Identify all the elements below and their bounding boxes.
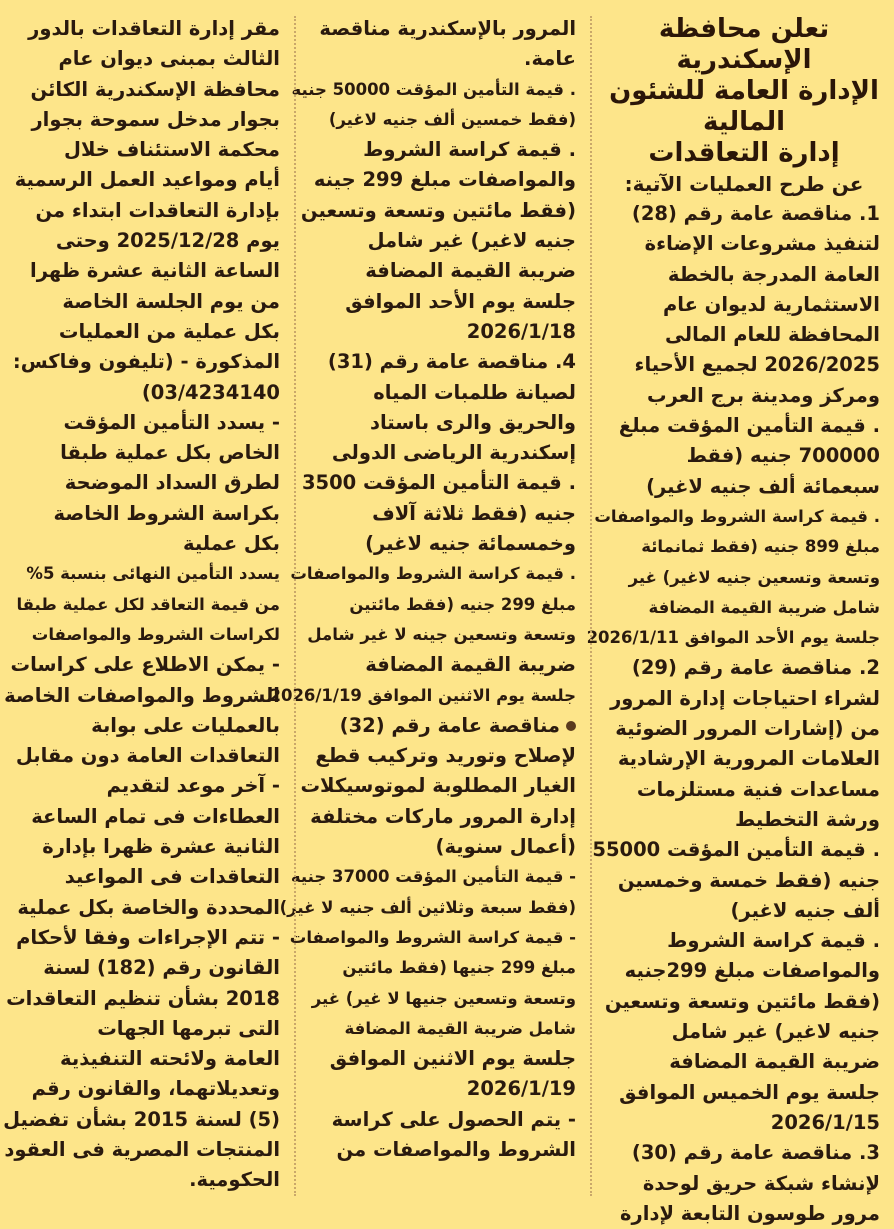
text-line: المحددة والخاصة بكل عملية (17, 895, 280, 919)
text-line: العلامات المرورية الإرشادية (617, 747, 880, 771)
text-line: - يسدد التأمين المؤقت (63, 410, 280, 434)
text-line: بكراسة الشروط الخاصة (53, 501, 280, 525)
text-line: ألف جنيه لاغير) (730, 898, 880, 922)
text-line: جلسة يوم الخميس الموافق (619, 1080, 880, 1104)
text-line: . قيمة كراسة الشروط (363, 138, 576, 162)
text-line: 4. مناقصة عامة رقم (31) (327, 350, 576, 374)
text-line: . قيمة كراسة الشروط (667, 929, 880, 953)
text-line: وخمسمائة جنيه لاغير) (365, 532, 576, 556)
text-line: 700000 جنيه (فقط (686, 444, 880, 468)
text-line: من (إشارات المرور الضوئية (615, 717, 880, 741)
text-line: لطرق السداد الموضحة (64, 471, 280, 495)
text-line: جنيه لاغير) غير شامل (671, 1020, 880, 1044)
text-line: إسكندرية الرياضى الدولى (331, 441, 576, 465)
text-line: إدارة المرور ماركات مختلفة (310, 804, 576, 828)
text-line: مساعدات فنية مستلزمات (636, 777, 880, 801)
text-line: جلسة يوم الأحد الموافق 2026/1/11 (586, 628, 880, 648)
text-line: سبعمائة ألف جنيه لاغير) (646, 474, 880, 498)
text-line: . قيمة كراسة الشروط والمواصفات (290, 564, 576, 584)
column-divider (294, 16, 296, 1196)
text-line: 2026/1/15 (770, 1110, 880, 1134)
text-line: المنتجات المصرية فى العقود (4, 1137, 280, 1161)
text-line: . قيمة كراسة الشروط والمواصفات (594, 506, 880, 526)
text-line: لصيانة طلمبات المياه (373, 380, 576, 404)
text-line: يسدد التأمين النهائى بنسبة 5% (26, 564, 280, 584)
text-line: ورشة التخطيط (735, 807, 880, 831)
text-line: التعاقدات فى المواعيد (64, 865, 280, 889)
text-line: 2026/1/18 (466, 319, 576, 343)
text-line: (5) لسنة 2015 بشأن تفضيل (3, 1107, 280, 1131)
text-line: لتنفيذ مشروعات الإضاءة (644, 232, 880, 256)
column-divider (590, 16, 592, 1196)
announcement-title-line-1: تعلن محافظة الإسكندرية (658, 14, 830, 75)
text-line: التعاقدات العامة دون مقابل (15, 744, 280, 768)
column-middle (269, 0, 590, 1227)
text-line: 2026/2025 لجميع الأحياء (634, 353, 880, 377)
text-line: مقر إدارة التعاقدات بالدور (28, 17, 280, 40)
text-line: لكراسات الشروط والمواصفات (31, 624, 280, 644)
text-line: الخاص بكل عملية طبقا (60, 441, 280, 465)
text-line: . قيمة التأمين المؤقت 55000 (592, 838, 880, 862)
text-line: ضريبة القيمة المضافة (365, 653, 576, 677)
text-line: محكمة الاستئناف خلال (64, 138, 280, 162)
text-line: 3. مناقصة عامة رقم (30) (631, 1141, 880, 1165)
text-line: عامة. (524, 47, 576, 71)
text-line: - قيمة التأمين المؤقت 37000 جنيه (290, 867, 576, 887)
text-line: الثانية عشرة ظهرا بإدارة (42, 835, 280, 859)
text-line: العطاءات فى تمام الساعة (31, 804, 280, 828)
text-line: شامل ضريبة القيمة المضافة (344, 1018, 576, 1038)
column-right-text (586, 199, 880, 1229)
text-line: الغيار المطلوبة لموتوسيكلات (300, 774, 576, 798)
text-line: بإدارة التعاقدات ابتداء من (35, 198, 280, 222)
text-line (310, 711, 576, 741)
text-line: مبلغ 899 جنيه (فقط ثمانمائة (641, 537, 880, 557)
text-line: الشروط والمواصفات من (336, 1137, 576, 1161)
text-line: المرور بالإسكندرية مناقصة (319, 17, 576, 40)
text-line: من يوم الجلسة الخاصة (62, 289, 280, 313)
text-line: جلسة يوم الأحد الموافق (345, 289, 576, 313)
text-line: 1. مناقصة عامة رقم (28) (631, 202, 880, 225)
text-line: جنيه (فقط ثلاثة آلاف (372, 501, 576, 525)
text-line: مبلغ 299 جنيها (فقط مائتين (342, 958, 576, 978)
text-line: محافظة الإسكندرية الكائن (30, 77, 280, 101)
column-middle-text (269, 14, 576, 1165)
text-line: بالعمليات على بوابة (91, 713, 280, 737)
text-line: الحكومية. (189, 1168, 280, 1192)
text-line: (فقط مائتين وتسعة وتسعين (604, 989, 880, 1013)
text-line: التى تبرمها الجهات (97, 1016, 280, 1040)
text-line: وتسعة وتسعين جنيه لاغير) غير (628, 567, 880, 587)
text-line: جنيه (فقط خمسة وخمسين (617, 868, 880, 892)
text-line: . قيمة التأمين المؤقت 50000 جنيه (291, 79, 576, 99)
text-line: بكل عملية من العمليات (58, 319, 280, 343)
text-line: جلسة يوم الاثنين الموافق (329, 1047, 576, 1071)
text-line: لإنشاء شبكة حريق لوحدة (642, 1171, 880, 1195)
text-line-content: مناقصة عامة رقم (32) (339, 713, 560, 737)
announcement-title-line-3: إدارة التعاقدات (648, 138, 840, 168)
column-left-text (3, 14, 280, 1196)
text-line: ومركز ومدينة برج العرب (647, 383, 880, 407)
text-line: الشروط والمواصفات الخاصة (4, 683, 280, 707)
column-right (586, 0, 894, 1227)
text-line: مبلغ 299 جنيه (فقط مائتين (349, 594, 576, 614)
text-line: (فقط خمسين ألف جنيه لاغير) (328, 109, 576, 129)
text-line: - آخر موعد لتقديم (106, 774, 280, 798)
text-line: والحريق والرى باستاد (369, 410, 576, 434)
text-line: . قيمة التأمين المؤقت 3500 (301, 471, 576, 495)
text-line: لإصلاح وتوريد وتركيب قطع (315, 744, 576, 768)
text-line: (أعمال سنوية) (435, 835, 576, 859)
text-line: والمواصفات مبلغ 299جنيه (624, 959, 880, 983)
text-line: يوم 2025/12/28 وحتى (55, 229, 280, 253)
text-line: (فقط مائتين وتسعة وتسعين (300, 198, 576, 222)
text-line: العامة ولائحته التنفيذية (60, 1047, 280, 1071)
text-line: وتسعة وتسعين جينه لا غير شامل (307, 624, 576, 644)
text-line: الثالث بمبنى ديوان عام (58, 47, 280, 71)
text-line: وتعديلاتهما، والقانون رقم (31, 1077, 280, 1101)
text-line: (فقط سبعة وثلاثين ألف جنيه لا غير) (279, 897, 576, 917)
text-line: أيام ومواعيد العمل الرسمية (14, 168, 280, 192)
text-line: 2018 بشأن تنظيم التعاقدات (6, 986, 280, 1010)
text-line: بكل عملية (183, 532, 280, 556)
text-line: 2026/1/19 (466, 1077, 576, 1101)
text-line: القانون رقم (182) لسنة (43, 956, 280, 980)
text-line: لشراء احتياجات إدارة المرور (610, 686, 880, 710)
text-line: 03/4234140) (141, 380, 280, 404)
text-line: جلسة يوم الاثنين الموافق 2026/1/19 (269, 685, 576, 705)
text-line: شامل ضريبة القيمة المضافة (648, 597, 880, 617)
text-line: 2. مناقصة عامة رقم (29) (631, 656, 880, 680)
text-line: وتسعة وتسعين جنيها لا غير) غير (311, 988, 576, 1008)
announcement-title-line-2: الإدارة العامة للشئون المالية (609, 76, 879, 137)
announcement-intro: عن طرح العمليات الآتية: (624, 172, 864, 196)
bullet-icon (566, 721, 576, 731)
tender-announcement-page (4, 0, 894, 1227)
text-line: بجوار مدخل سموحة بجوار (31, 107, 280, 131)
text-line: والمواصفات مبلغ 299 جينه (313, 168, 576, 192)
text-line: المحافظة للعام المالى (665, 323, 880, 347)
text-line: مرور طوسون التابعة لإدارة (620, 1201, 880, 1225)
text-line: - يمكن الاطلاع على كراسات (10, 653, 280, 677)
text-line: العامة المدرجة بالخطة (667, 262, 880, 286)
text-line: ضريبة القيمة المضافة (669, 1050, 880, 1074)
text-line: . قيمة التأمين المؤقت مبلغ (618, 414, 880, 438)
text-line: جنيه لاغير) غير شامل (367, 229, 576, 253)
text-line: - يتم الحصول على كراسة (331, 1107, 576, 1131)
text-line: - قيمة كراسة الشروط والمواصفات (289, 927, 576, 947)
text-line: من قيمة التعاقد لكل عملية طبقا (16, 594, 280, 614)
column-left (0, 0, 294, 1227)
text-line: ضريبة القيمة المضافة (365, 259, 576, 283)
text-line: الاستثمارية لديوان عام (662, 292, 880, 316)
text-line: المذكورة - (تليفون وفاكس: (12, 350, 280, 374)
text-line: - تتم الإجراءات وفقا لأحكام (16, 925, 280, 949)
text-line: الساعة الثانية عشرة ظهرا (30, 259, 280, 283)
